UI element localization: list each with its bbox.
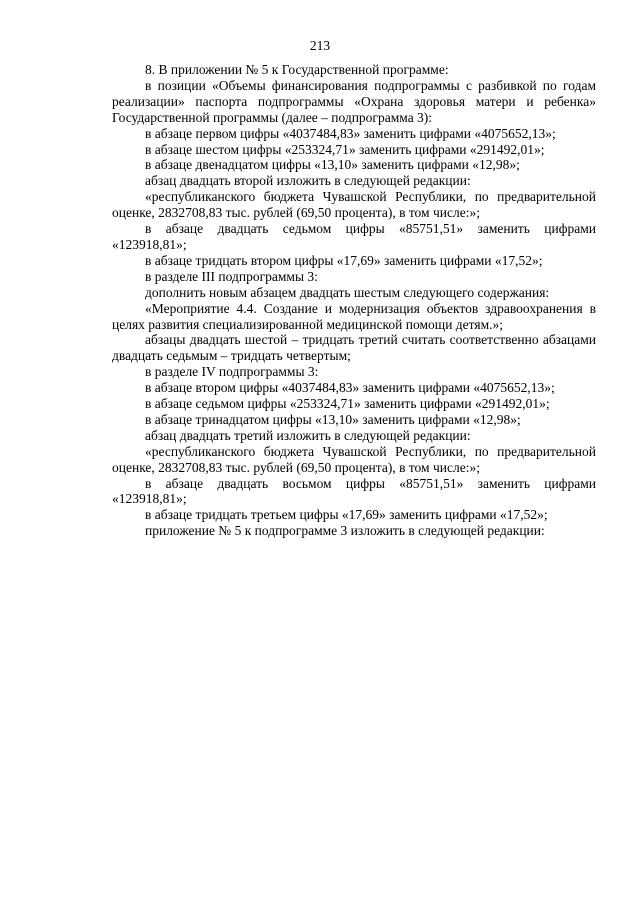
paragraph: в позиции «Объемы финансирования подпрограммы с разбивкой по годам реализации» паспорта подпрограммы «Охрана здоровья матери и ребенка» Государственной программы (далее – подпрограмма 3): — [112, 77, 596, 125]
paragraph: в абзаце тридцать втором цифры «17,69» заменить цифрами «17,52»; — [145, 252, 543, 268]
paragraph: «Мероприятие 4.4. Создание и модернизация объектов здравоохранения в целях развития специализированной медицинской помощи детям.»; — [112, 300, 596, 332]
paragraph: в абзаце тринадцатом цифры «13,10» заменить цифрами «12,98»; — [145, 411, 521, 427]
paragraph: в разделе III подпрограммы 3: — [145, 268, 318, 284]
paragraph: в абзаце двенадцатом цифры «13,10» заменить цифрами «12,98»; — [145, 157, 520, 173]
paragraph: в абзаце двадцать восьмом цифры «85751,51» заменить цифрами «123918,81»; — [112, 475, 596, 507]
paragraph: дополнить новым абзацем двадцать шестым следующего содержания: — [145, 284, 550, 300]
paragraph: абзац двадцать второй изложить в следующей редакции: — [145, 173, 471, 189]
paragraph: в разделе IV подпрограммы 3: — [145, 364, 319, 380]
paragraph: приложение № 5 к подпрограмме 3 изложить в следующей редакции: — [145, 523, 545, 539]
paragraph: в абзаце втором цифры «4037484,83» заменить цифрами «4075652,13»; — [145, 380, 555, 396]
paragraph: абзацы двадцать шестой – тридцать третий считать соответственно абзацами двадцать седьмым – тридцать четвертым; — [112, 332, 596, 364]
paragraph: «республиканского бюджета Чувашской Республики, по предварительной оценке, 2832708,83 тыс. рублей (69,50 процента), в том числе:»; — [112, 443, 596, 475]
paragraph: абзац двадцать третий изложить в следующей редакции: — [145, 427, 471, 443]
paragraph: в абзаце седьмом цифры «253324,71» заменить цифрами «291492,01»; — [145, 396, 550, 412]
paragraph: в абзаце шестом цифры «253324,71» заменить цифрами «291492,01»; — [145, 141, 545, 157]
page-number: 213 — [309, 38, 331, 53]
paragraph: в абзаце тридцать третьем цифры «17,69» заменить цифрами «17,52»; — [145, 507, 548, 523]
paragraph: в абзаце первом цифры «4037484,83» заменить цифрами «4075652,13»; — [145, 125, 556, 141]
paragraph: в абзаце двадцать седьмом цифры «85751,51» заменить цифрами «123918,81»; — [112, 221, 596, 252]
paragraph: «республиканского бюджета Чувашской Республики, по предварительной оценке, 2832708,83 тыс. рублей (69,50 процента), в том числе:»; — [112, 189, 596, 221]
paragraph: 8. В приложении № 5 к Государственной программе: — [145, 62, 449, 77]
document-body — [112, 62, 596, 539]
